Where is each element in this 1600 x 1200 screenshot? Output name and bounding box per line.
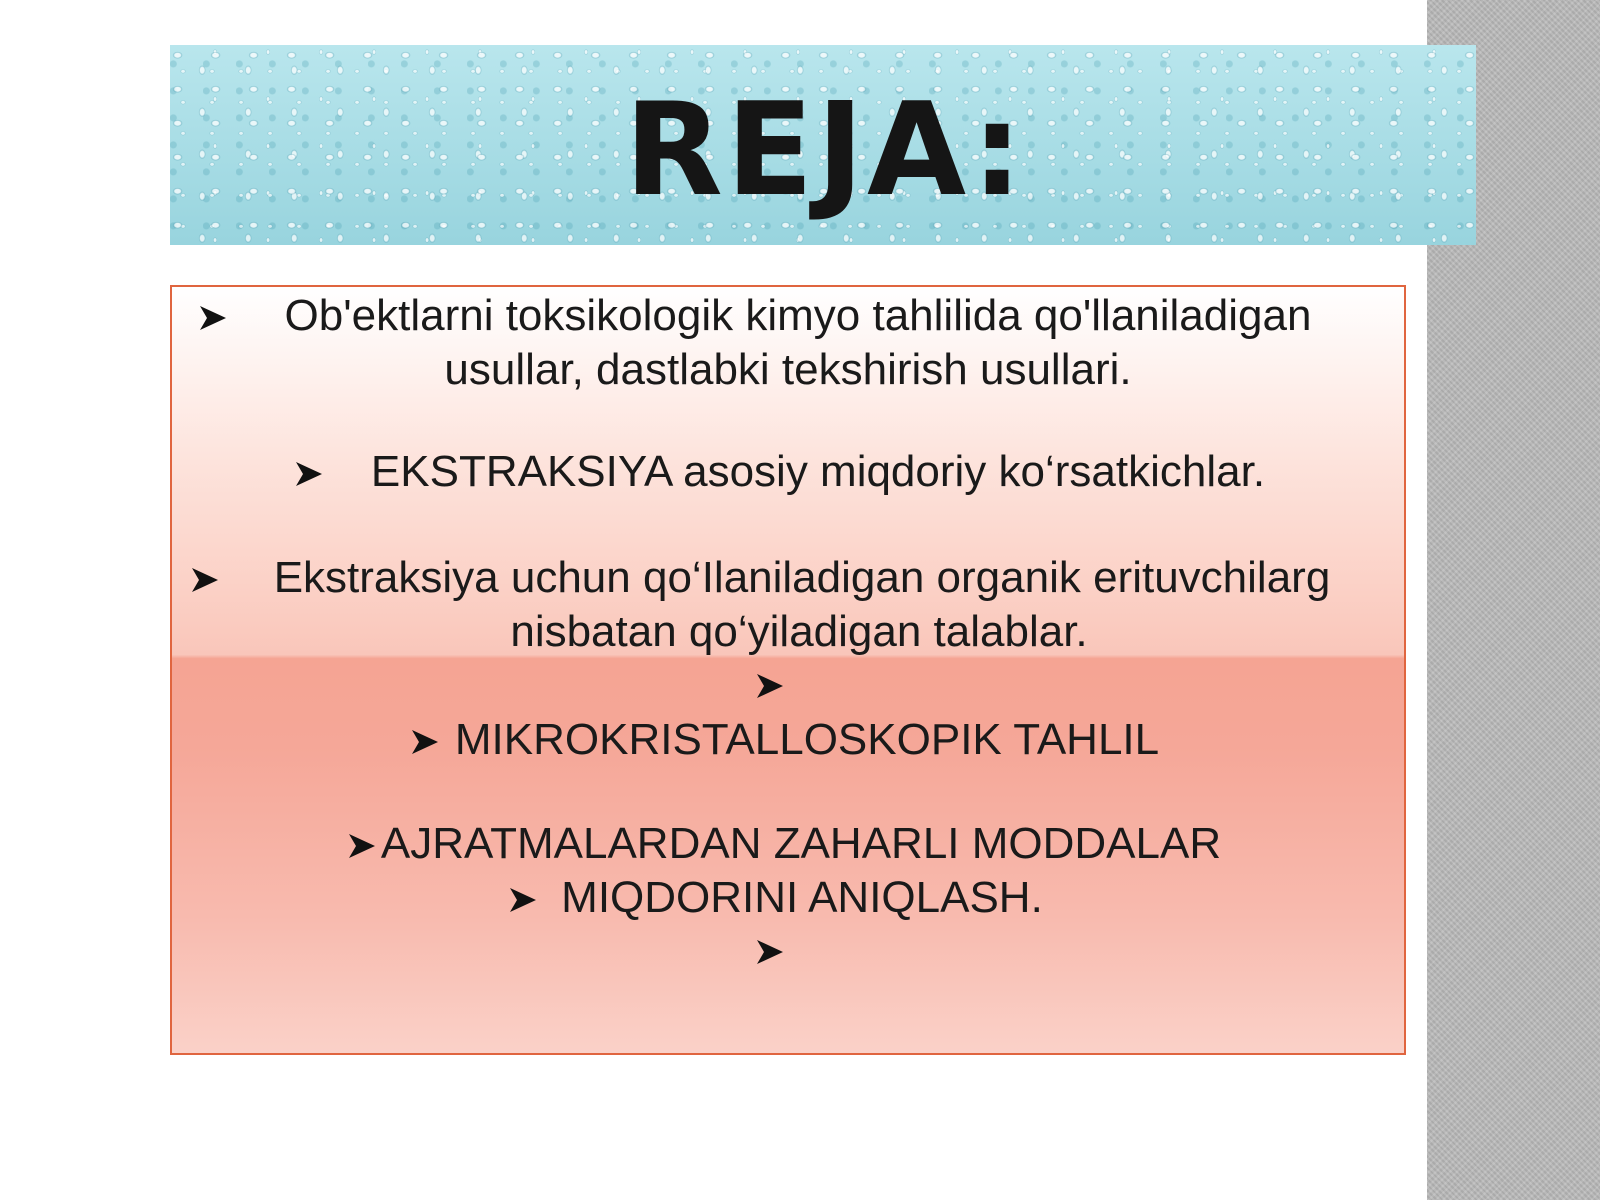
content-box [170, 285, 1406, 1055]
arrowhead-bullet-icon [755, 937, 785, 967]
list-item-continuation: usullar, dastlabki tekshirish usullari. [444, 345, 1132, 394]
list-item: Ekstraksiya uchun qo‘Ilaniladigan organik erituvchilarg [273, 553, 1331, 602]
list-item: EKSTRAKSIYA asosiy miqdoriy ko‘rsatkichlar. [370, 447, 1266, 496]
list-item: Ob'ektlarni toksikologik kimyo tahlilida qo'llaniladigan [284, 291, 1312, 340]
slide-title: REJA: [624, 76, 1026, 225]
title-banner [170, 45, 1476, 245]
list-item: MIQDORINI ANIQLASH. [561, 873, 1043, 922]
arrowhead-bullet-icon [755, 671, 785, 701]
list-item: MIKROKRISTALLOSKOPIK TAHLIL [454, 715, 1160, 764]
list-item-continuation: nisbatan qo‘yiladigan talablar. [510, 607, 1088, 656]
list-item: AJRATMALARDAN ZAHARLI MODDALAR [380, 819, 1222, 868]
bullet-list [172, 287, 1404, 1053]
